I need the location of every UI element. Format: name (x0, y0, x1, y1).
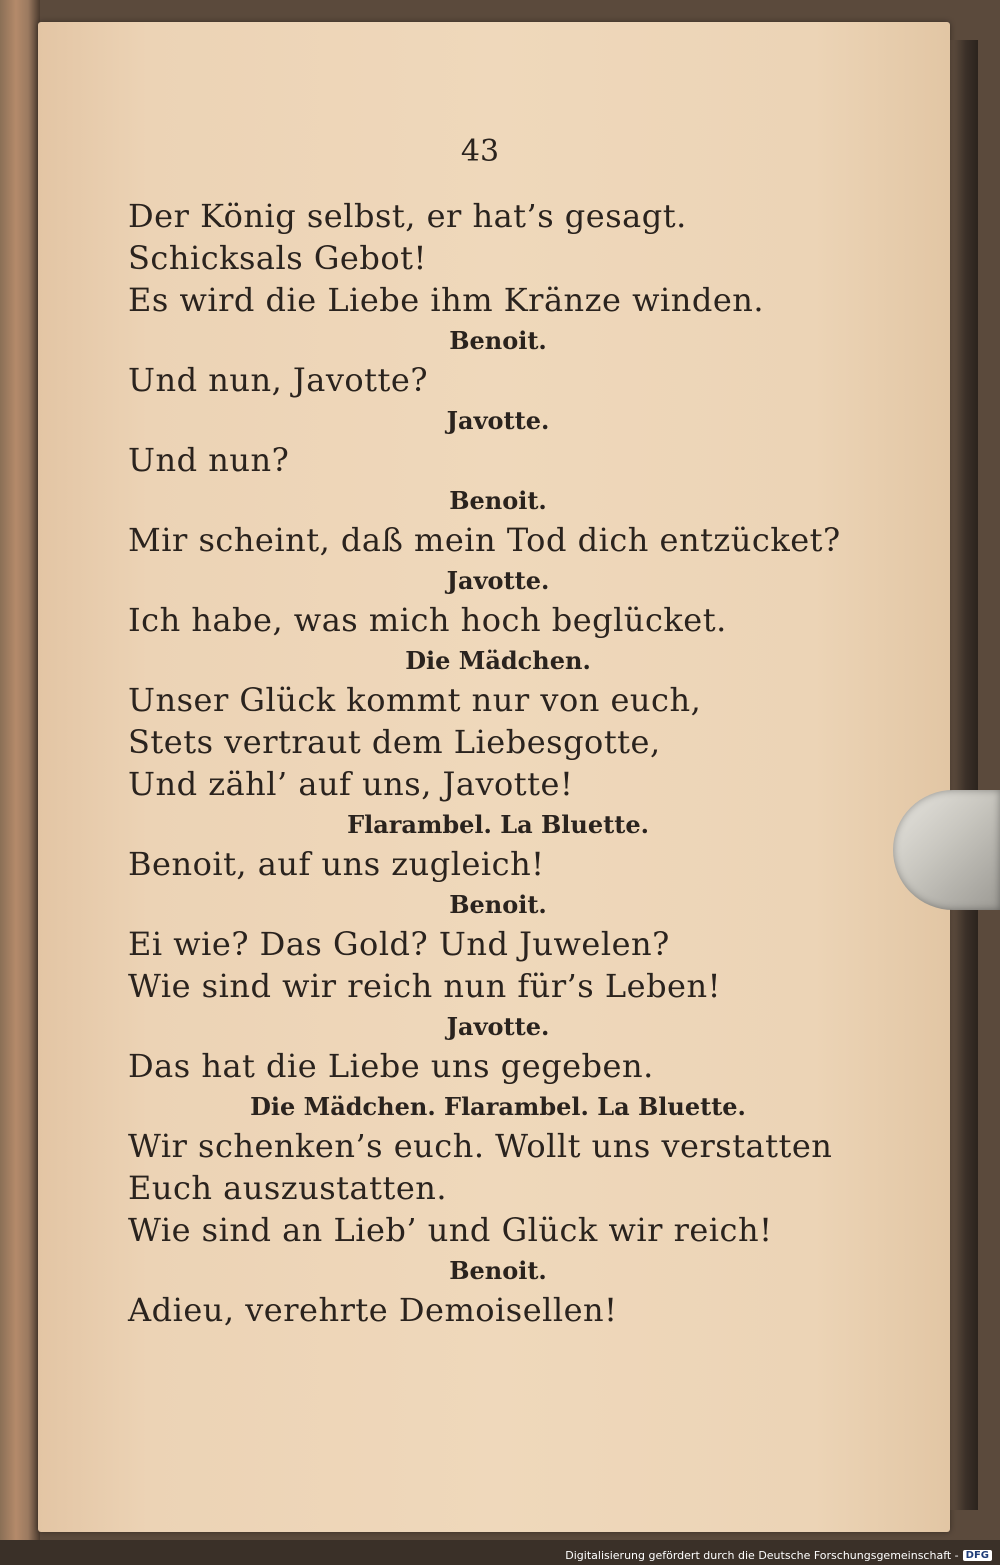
verse-line: Wie sind an Lieb’ und Glück wir reich! (128, 1211, 773, 1249)
verse-line: Euch auszustatten. (128, 1169, 448, 1207)
speaker-name: Benoit. (449, 890, 547, 919)
verse-line: Wie sind wir reich nun für’s Leben! (128, 967, 721, 1005)
speaker-name: Die Mädchen. Flarambel. La Bluette. (250, 1092, 746, 1121)
speaker-name: Benoit. (449, 326, 547, 355)
book-right-edge (948, 40, 978, 1510)
verse-line: Ich habe, was mich hoch beglücket. (128, 601, 727, 639)
speaker-name: Javotte. (446, 406, 550, 435)
verse-line: Der König selbst, er hat’s gesagt. (128, 197, 687, 235)
speaker-name: Flarambel. La Bluette. (347, 810, 649, 839)
verse-line: Unser Glück kommt nur von euch, (128, 681, 702, 719)
book-left-edge (0, 0, 40, 1540)
footer-text: Digitalisierung gefördert durch die Deutsche Forschungsgemeinschaft - (565, 1549, 959, 1562)
page-text (128, 195, 868, 1331)
verse-line: Ei wie? Das Gold? Und Juwelen? (128, 925, 670, 963)
footer-credit (565, 1549, 992, 1562)
dfg-logo: DFG (963, 1550, 992, 1561)
verse-line: Mir scheint, daß mein Tod dich entzücket? (128, 521, 841, 559)
speaker-name: Javotte. (446, 1012, 550, 1041)
verse-line: Wir schenken’s euch. Wollt uns verstatten (128, 1127, 833, 1165)
verse-line: Und zähl’ auf uns, Javotte! (128, 765, 574, 803)
speaker-name: Benoit. (449, 486, 547, 515)
verse-line: Das hat die Liebe uns gegeben. (128, 1047, 654, 1085)
speaker-name: Benoit. (449, 1256, 547, 1285)
verse-line: Es wird die Liebe ihm Kränze winden. (128, 281, 765, 319)
verse-line: Und nun? (128, 441, 290, 479)
speaker-name: Javotte. (446, 566, 550, 595)
speaker-name: Die Mädchen. (405, 646, 591, 675)
verse-line: Benoit, auf uns zugleich! (128, 845, 545, 883)
verse-line: Und nun, Javotte? (128, 361, 428, 399)
verse-line: Stets vertraut dem Liebesgotte, (128, 723, 661, 761)
page-number: 43 (460, 134, 500, 169)
verse-line: Schicksals Gebot! (128, 239, 427, 277)
verse-line: Adieu, verehrte Demoisellen! (128, 1291, 618, 1329)
